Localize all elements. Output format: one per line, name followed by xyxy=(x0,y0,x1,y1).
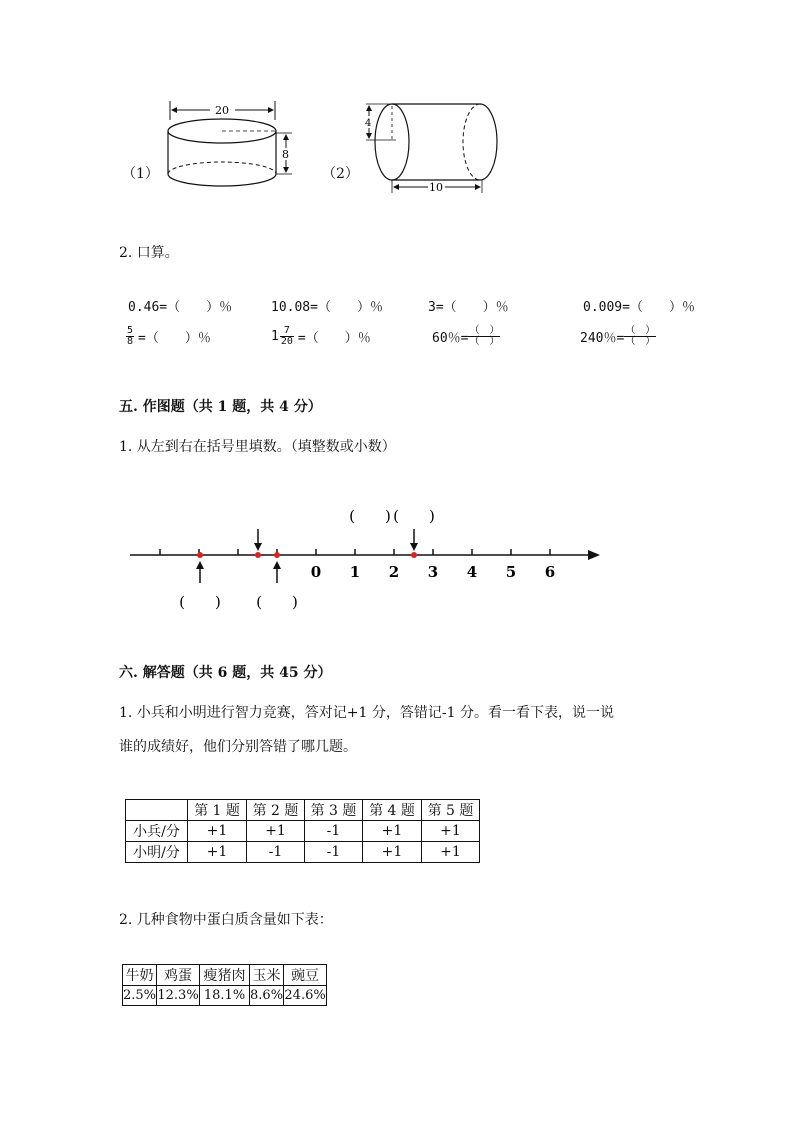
table-cell: +1 xyxy=(247,821,305,842)
table-cell: +1 xyxy=(363,842,422,863)
table-cell: -1 xyxy=(305,842,363,863)
number-line-point-2 xyxy=(255,552,261,558)
table-cell: 豌豆 xyxy=(284,965,327,986)
oral-calc-item-7: 60％= $\frac{( )}{( )}$ xyxy=(432,325,500,347)
number-line-point-4 xyxy=(411,552,417,558)
oral-calc-item-3: 3=（ ）％ xyxy=(428,300,509,315)
tick-label-0: 0 xyxy=(310,563,322,581)
table-cell: +1 xyxy=(188,842,247,863)
oral-calc-title: 2. 口算。 xyxy=(119,245,179,261)
tick-label-3: 3 xyxy=(427,563,439,581)
table-cell: 24.6% xyxy=(284,986,327,1006)
fig1-diameter-label: 20 xyxy=(215,104,229,117)
section-5-question-1: 1. 从左到右在括号里填数。（填整数或小数） xyxy=(119,439,396,455)
table-cell: 瘦猪肉 xyxy=(200,965,250,986)
table-cell: 第 3 题 xyxy=(305,800,363,821)
oral-calc-item-8: 240％= $\frac{( )}{( )}$ xyxy=(580,325,656,347)
number-line-point-1 xyxy=(197,552,203,558)
score-table xyxy=(125,799,480,863)
table-cell xyxy=(126,800,188,821)
number-line-blank-bottom-2: ( ) xyxy=(256,593,298,611)
section-6-question-1-line-1: 1. 小兵和小明进行智力竞赛，答对记+1 分，答错记-1 分。看一看下表，说一说 xyxy=(119,705,614,721)
tick-label-5: 5 xyxy=(505,563,517,581)
table-cell: +1 xyxy=(422,842,480,863)
table-cell: 2.5% xyxy=(123,986,157,1006)
table-cell: +1 xyxy=(363,821,422,842)
fraction-blank-1: $\frac{( )}{( )}$ xyxy=(469,325,500,347)
table-row xyxy=(126,800,480,821)
table-cell: 第 2 题 xyxy=(247,800,305,821)
protein-table xyxy=(122,964,327,1006)
tick-label-2: 2 xyxy=(388,563,400,581)
figure-1-label: （1） xyxy=(122,166,159,182)
cylinder-figure-2 xyxy=(360,98,510,198)
oral-calc-item-1: 0.46=（ ）％ xyxy=(128,300,233,315)
table-cell: 第 1 题 xyxy=(188,800,247,821)
section-6-question-2: 2. 几种食物中蛋白质含量如下表： xyxy=(119,912,333,928)
tick-label-4: 4 xyxy=(466,563,478,581)
table-cell: 小明/分 xyxy=(126,842,188,863)
table-cell: 玉米 xyxy=(250,965,284,986)
table-cell: 第 4 题 xyxy=(363,800,422,821)
fraction-5-8: $\frac{5}{8}$ xyxy=(127,325,134,347)
fraction-7-20: $\frac{7}{20}$ xyxy=(280,325,293,347)
fig2-length-label: 10 xyxy=(429,181,443,194)
table-cell: +1 xyxy=(422,821,480,842)
oral-calc-item-2: 10.08=（ ）％ xyxy=(271,300,383,315)
table-cell: 牛奶 xyxy=(123,965,157,986)
oral-calc-item-5: $\frac{5}{8}$ =（ ）％ xyxy=(127,325,211,347)
number-line xyxy=(120,495,620,620)
oral-calc-item-6: 1 $\frac{7}{20}$ =（ ）％ xyxy=(271,325,371,347)
table-row xyxy=(126,842,480,863)
table-cell: 鸡蛋 xyxy=(157,965,200,986)
table-cell: -1 xyxy=(305,821,363,842)
table-cell: 小兵/分 xyxy=(126,821,188,842)
section-5-heading: 五. 作图题（共 1 题，共 4 分） xyxy=(119,399,322,415)
number-line-blank-top-1: ( ) xyxy=(349,507,391,525)
table-cell: 第 5 题 xyxy=(422,800,480,821)
tick-label-6: 6 xyxy=(544,563,556,581)
cylinder-figure-1 xyxy=(160,98,300,196)
table-cell: +1 xyxy=(188,821,247,842)
table-cell: 18.1% xyxy=(200,986,250,1006)
table-cell: -1 xyxy=(247,842,305,863)
number-line-blank-top-2: ( ) xyxy=(393,507,435,525)
number-line-point-3 xyxy=(274,552,280,558)
oral-calc-item-4: 0.009=（ ）％ xyxy=(583,300,695,315)
tick-label-1: 1 xyxy=(349,563,361,581)
fig2-radius-label: 4 xyxy=(365,118,372,129)
table-row xyxy=(123,965,327,986)
fraction-blank-2: $\frac{( )}{( )}$ xyxy=(625,325,656,347)
table-cell: 8.6% xyxy=(250,986,284,1006)
section-6-question-1-line-2: 谁的成绩好，他们分别答错了哪几题。 xyxy=(119,739,357,755)
table-cell: 12.3% xyxy=(157,986,200,1006)
number-line-blank-bottom-1: ( ) xyxy=(179,593,221,611)
section-6-heading: 六. 解答题（共 6 题，共 45 分） xyxy=(119,665,332,681)
table-row xyxy=(126,821,480,842)
fig1-height-label: 8 xyxy=(282,148,289,161)
table-row xyxy=(123,986,327,1006)
figure-2-label: （2） xyxy=(322,166,359,182)
